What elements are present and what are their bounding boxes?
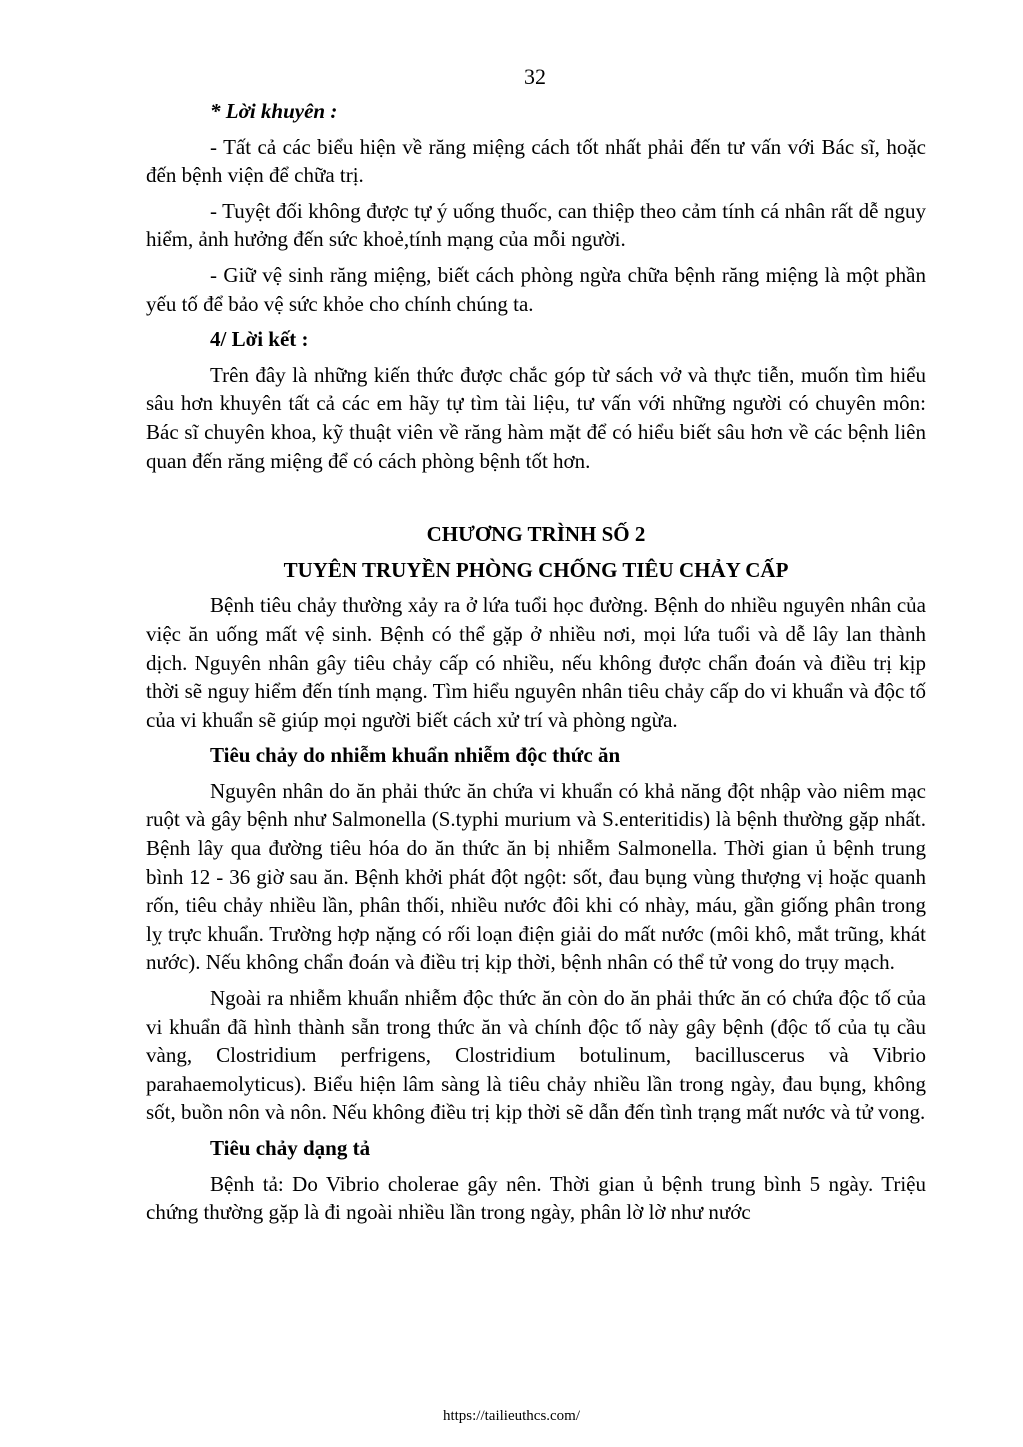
section1-heading: Tiêu chảy do nhiễm khuẩn nhiễm độc thức ăn bbox=[210, 743, 621, 768]
section-spacer bbox=[146, 482, 926, 520]
section1-paragraph-2: Ngoài ra nhiễm khuẩn nhiễm độc thức ăn còn do ăn phải thức ăn có chứa độc tố của vi khuẩn đã hình thành sẵn trong thức ăn và chính độc tố này gây bệnh (độc tố của tụ cầu vàng, Clostridium perfrigens, Clostridium botulinum, bacilluscerus và Vibrio parahaemolyticus). Biểu hiện lâm sàng là tiêu chảy nhiều lần trong ngày, đau bụng, không sốt, buồn nôn và nôn. Nếu không điều trị kịp thời sẽ dẫn đến tình trạng mất nước và tử vong. bbox=[146, 986, 926, 1125]
conclusion-paragraph: Trên đây là những kiến thức được chắc góp từ sách vở và thực tiễn, muốn tìm hiểu sâu hơn khuyên tất cả các em hãy tự tìm tài liệu, tư vấn với những người có chuyên môn: Bác sĩ chuyên khoa, kỹ thuật viên về răng hàm mặt để có hiểu biết sâu hơn về các bệnh liên quan đến răng miệng để có cách phòng bệnh tốt hơn. bbox=[146, 362, 926, 473]
page-content bbox=[146, 97, 926, 1234]
section2-heading: Tiêu chảy dạng tả bbox=[210, 1136, 371, 1160]
intro-paragraph: Bệnh tiêu chảy thường xảy ra ở lứa tuổi học đường. Bệnh do nhiều nguyên nhân của việc ăn uống mất vệ sinh. Bệnh có thể gặp ở nhiều nơi, mọi lứa tuổi và dễ lây lan thành dịch. Nguyên nhân gây tiêu chảy cấp có nhiều, nếu không được chẩn đoán và điều trị kịp thời sẽ nguy hiểm đến tính mạng. Tìm hiểu nguyên nhân tiêu chảy cấp do vi khuẩn và độc tố của vi khuẩn sẽ giúp mọi người biết cách xử trí và phòng ngừa. bbox=[146, 593, 926, 732]
page-number: 32 bbox=[524, 64, 546, 89]
section2-paragraph-1: Bệnh tả: Do Vibrio cholerae gây nên. Thời gian ủ bệnh trung bình 5 ngày. Triệu chứng thường gặp là đi ngoài nhiều lần trong ngày, phân lờ lờ như nước bbox=[146, 1171, 926, 1225]
advice-item: - Giữ vệ sinh răng miệng, biết cách phòng ngừa chữa bệnh răng miệng là một phần yếu tố để bảo vệ sức khỏe cho chính chúng ta. bbox=[146, 262, 926, 316]
program-title: CHƯƠNG TRÌNH SỐ 2 bbox=[426, 522, 646, 547]
advice-item: - Tất cả các biểu hiện về răng miệng cách tốt nhất phải đến tư vấn với Bác sĩ, hoặc đến bệnh viện để chữa trị. bbox=[146, 134, 926, 188]
section1-paragraph-1: Nguyên nhân do ăn phải thức ăn chứa vi khuẩn có khả năng đột nhập vào niêm mạc ruột và gây bệnh như Salmonella (S.typhi murium và S.enteritidis) là bệnh thường gặp nhất. Bệnh lây qua đường tiêu hóa do ăn thức ăn bị nhiễm Salmonella. Thời gian ủ bệnh trung bình 12 - 36 giờ sau ăn. Bệnh khởi phát đột ngột: sốt, đau bụng vùng thượng vị hoặc quanh rốn, tiêu chảy nhiều lần, phân thối, nhiều nước đôi khi có nhày, máu, gần giống phân trong lỵ trực khuẩn. Trường hợp nặng có rối loạn điện giải do mất nước (môi khô, mắt trũng, khát nước). Nếu không chẩn đoán và điều trị kịp thời, bệnh nhân có thể tử vong do trụy mạch. bbox=[146, 778, 926, 975]
program-subtitle: TUYÊN TRUYỀN PHÒNG CHỐNG TIÊU CHẢY CẤP bbox=[283, 557, 789, 582]
conclusion-heading: 4/ Lời kết : bbox=[210, 327, 309, 352]
advice-item: - Tuyệt đối không được tự ý uống thuốc, can thiệp theo cảm tính cá nhân rất dễ nguy hiểm, ảnh hưởng đến sức khoẻ,tính mạng của mỗi người. bbox=[146, 198, 926, 252]
advice-heading: * Lời khuyên : bbox=[210, 99, 338, 123]
footer-url: https://tailieuthcs.com/ bbox=[442, 1408, 581, 1424]
